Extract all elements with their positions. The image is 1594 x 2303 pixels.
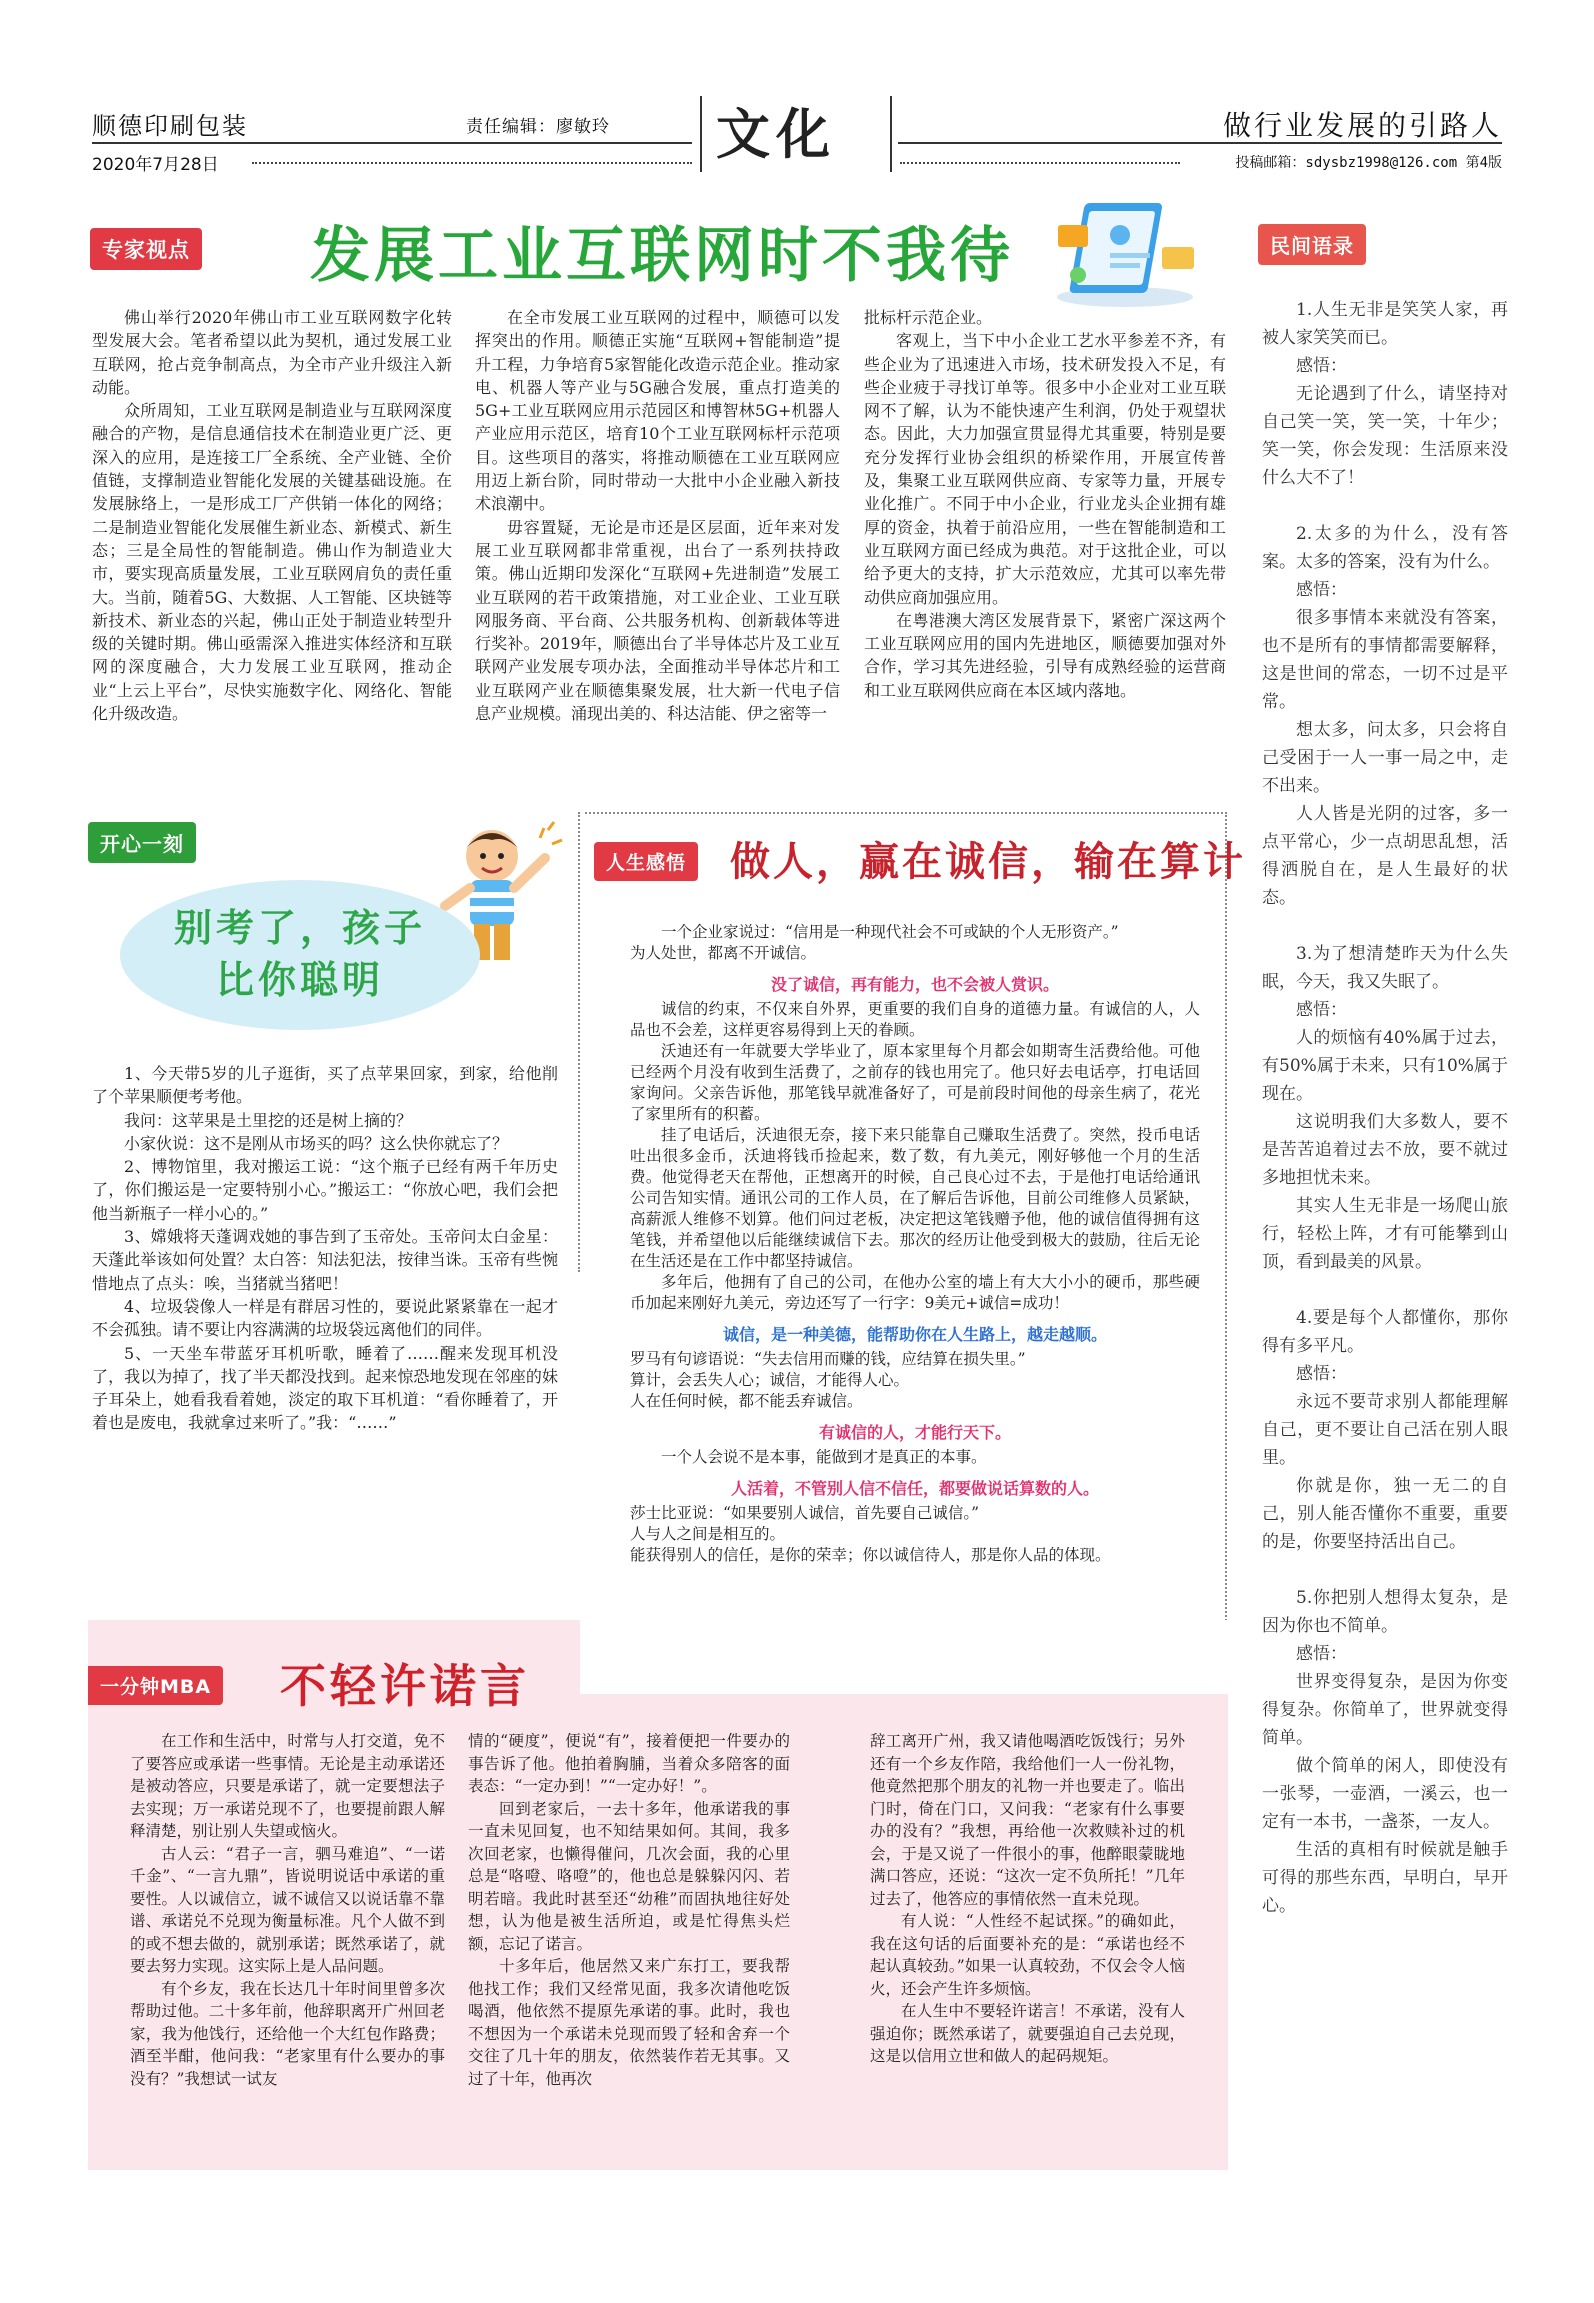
folk-item xyxy=(1262,520,1508,912)
folk-ganwu: 感悟： xyxy=(1296,580,1347,600)
folk-ganwu: 感悟： xyxy=(1296,1364,1347,1384)
happy-jokes xyxy=(92,1062,558,1435)
mba-para: 在人生中不要轻许诺言！不承诺，没有人强迫你；既然承诺了，就要强迫自己去兑现，这是以信用立世和做人的起码规矩。 xyxy=(870,2002,1185,2065)
folk-answer: 想太多，问太多，只会将自己受困于一人一事一局之中，走不出来。 xyxy=(1262,720,1508,796)
folk-tag: 民间语录 xyxy=(1258,224,1366,265)
life-subhead: 没了诚信，再有能力，也不会被人赏识。 xyxy=(770,975,1059,994)
life-tag: 人生感悟 xyxy=(594,842,698,881)
mba-para: 回到老家后，一去十多年，他承诺我的事一直未见回复，也不知结果如何。其间，我多次回老家，也懒得催问，几次会面，我的心里总是“咯噔、咯噔”的，他也总是躲躲闪闪、若明若暗。我此时甚至还“幼稚”而固执地往好处想，认为他是被生活所迫，或是忙得焦头烂额，忘记了诺言。 xyxy=(468,1799,790,1953)
mba-title: 不轻许诺言 xyxy=(280,1659,530,1713)
folk-item xyxy=(1262,940,1508,1276)
header-dots-right xyxy=(900,162,1180,164)
internet-illustration xyxy=(1050,185,1200,310)
happy-title-line: 比你聪明 xyxy=(215,958,384,1002)
expert-para: 批标杆示范企业。 xyxy=(864,308,993,327)
expert-para: 佛山举行2020年佛山市工业互联网数字化转型发展大会。笔者希望以此为契机，通过发展工业互联网，抢占竞争制高点，为全市产业升级注入新动能。 xyxy=(92,308,452,397)
life-para: 莎士比亚说：“如果要别人诚信，首先要自己诚信。” xyxy=(630,1504,980,1522)
folk-quote: 2.太多的为什么，没有答案。太多的答案，没有为什么。 xyxy=(1262,524,1508,572)
header-dots-left xyxy=(252,162,692,164)
folk-answer: 做个简单的闲人，即使没有一张琴，一壶酒，一溪云，也一定有一本书，一盏茶，一友人。 xyxy=(1262,1756,1508,1832)
section-bracket-left xyxy=(700,96,702,172)
mba-col-1 xyxy=(130,1730,445,2090)
folk-list xyxy=(1262,296,1508,1920)
folk-answer: 人的烦恼有40%属于过去，有50%属于未来，只有10%属于现在。 xyxy=(1262,1028,1508,1104)
life-para: 一个人会说不是本事，能做到才是真正的本事。 xyxy=(661,1448,987,1466)
life-para: 一个企业家说过：“信用是一种现代社会不可或缺的个人无形资产。” xyxy=(661,923,1119,941)
folk-answer: 无论遇到了什么，请坚持对自己笑一笑，笑一笑，十年少；笑一笑，你会发现：生活原来没什么大不了！ xyxy=(1262,384,1508,488)
life-title: 做人，赢在诚信，输在算计 xyxy=(730,839,1246,885)
folk-answer: 这说明我们大多数人，要不是苦苦追着过去不放，要不就过多地担忧未来。 xyxy=(1262,1112,1508,1188)
mba-header-cover xyxy=(580,1620,1228,1694)
life-para: 挂了电话后，沃迪很无奈，接下来只能靠自己赚取生活费了。突然，投币电话吐出很多金币，沃迪将钱币捡起来，数了数，有九美元，刚好够他一个月的生活费。他觉得老天在帮他，正想离开的时候，自己良心过不去，于是他打电话给通讯公司告知实情。通讯公司的工作人员，在了解后告诉他，目前公司维修人员紧缺，高薪派人维修不划算。他们问过老板，决定把这笔钱赠予他，他的诚信值得拥有这笔钱，并希望他以后能继续诚信下去。那次的经历让他受到极大的鼓励，往后无论在生活还是在工作中都坚持诚信。 xyxy=(630,1126,1200,1270)
folk-ganwu: 感悟： xyxy=(1296,356,1347,376)
life-para: 人与人之间是相互的。 xyxy=(630,1525,786,1543)
life-para: 诚信的约束，不仅来自外界，更重要的我们自身的道德力量。有诚信的人，人品也不会差，这样更容易得到上天的眷顾。 xyxy=(630,1000,1200,1039)
issue-date: 2020年7月28日 xyxy=(92,155,219,175)
mba-para: 十多年后，他居然又来广东打工，要我帮他找工作；我们又经常见面，我多次请他吃饭喝酒，他依然不提原先承诺的事。此时，我也不想因为一个承诺未兑现而毁了轻和舍弃一个交往了几十年的朋友，依然装作若无其事。又过了十年，他再次 xyxy=(468,1957,790,2088)
folk-quote: 1.人生无非是笑笑人家，再被人家笑笑而已。 xyxy=(1262,300,1508,348)
life-para: 多年后，他拥有了自己的公司，在他办公室的墙上有大大小小的硬币，那些硬币加起来刚好九美元，旁边还写了一行字：9美元+诚信=成功！ xyxy=(630,1273,1200,1312)
slogan: 做行业发展的引路人 xyxy=(1222,109,1502,142)
mba-para: 有人说：“人性经不起试探。”的确如此，我在这句话的后面要补充的是：“承诺也经不起认真较劲。”如果一认真较劲，不仅会令人恼火，还会产生许多烦恼。 xyxy=(870,1912,1185,1998)
folk-quote: 3.为了想清楚昨天为什么失眠，今天，我又失眠了。 xyxy=(1262,944,1508,992)
folk-item xyxy=(1262,1584,1508,1920)
life-para: 人在任何时候，都不能丢弃诚信。 xyxy=(630,1392,863,1410)
expert-para: 在全市发展工业互联网的过程中，顺德可以发挥突出的作用。顺德正实施“互联网+智能制造”提升工程，力争培育5家智能化改造示范企业。推动家电、机器人等产业与5G融合发展，重点打造美的5G+工业互联网应用示范园区和博智林5G+机器人产业应用示范区，培育10个工业互联网标杆示范项目。这些项目的落实，将推动顺德在工业互联网应用迈上新台阶，同时带动一大批中小企业融入新技术浪潮中。 xyxy=(475,308,840,514)
expert-para: 在粤港澳大湾区发展背景下，紧密广深这两个工业互联网应用的国内先进地区，顺德要加强对外合作，学习其先进经验，引导有成熟经验的运营商和工业互联网供应商在本区域内落地。 xyxy=(864,610,1226,700)
folk-answer: 其实人生无非是一场爬山旅行，轻松上阵，才有可能攀到山顶，看到最美的风景。 xyxy=(1262,1196,1508,1272)
life-para: 算计，会丢失人心；诚信，才能得人心。 xyxy=(630,1371,910,1389)
life-para: 沃迪还有一年就要大学毕业了，原本家里每个月都会如期寄生活费给他。可他已经两个月没有收到生活费了，之前存的钱也用完了。他只好去电话亭，打电话回家询问。父亲告诉他，那笔钱早就准备好了，可是前段时间他的母亲生病了，花光了家里所有的积蓄。 xyxy=(630,1042,1200,1123)
expert-col-1 xyxy=(92,306,452,725)
folk-quote: 4.要是每个人都懂你，那你得有多平凡。 xyxy=(1262,1308,1508,1356)
folk-answer: 生活的真相有时候就是触手可得的那些东西，早明白，早开心。 xyxy=(1262,1840,1508,1916)
folk-answer: 你就是你，独一无二的自己，别人能否懂你不重要，重要的是，你要坚持活出自己。 xyxy=(1262,1476,1508,1552)
joke-para: 5、一天坐车带蓝牙耳机听歌，睡着了……醒来发现耳机没了，我以为掉了，找了半天都没找到。起来惊恐地发现在邻座的妹子耳朵上，她看我看着她，淡定的取下耳机道：“看你睡着了，开着也是废电，我就拿过来听了。”我：“……” xyxy=(92,1343,558,1433)
life-subhead: 人活着，不管别人信不信任，都要做说话算数的人。 xyxy=(730,1479,1099,1498)
folk-answer: 世界变得复杂，是因为你变得复杂。你简单了，世界就变得简单。 xyxy=(1262,1672,1508,1748)
header-line-left xyxy=(92,142,692,144)
folk-answer: 永远不要苛求别人都能理解自己，更不要让自己活在别人眼里。 xyxy=(1262,1392,1508,1468)
mba-para: 在工作和生活中，时常与人打交道，免不了要答应或承诺一些事情。无论是主动承诺还是被动答应，只要是承诺了，就一定要想法子去实现；万一承诺兑现不了，也要提前跟人解释清楚，别让别人失望或恼火。 xyxy=(130,1732,445,1840)
expert-para: 毋容置疑，无论是市还是区层面，近年来对发展工业互联网都非常重视，出台了一系列扶持政策。佛山近期印发深化“互联网+先进制造”发展工业互联网的若干政策措施，对工业企业、工业互联网服务商、平台商、公共服务机构、创新载体等进行奖补。2019年，顺德出台了半导体芯片及工业互联网产业发展专项办法，全面推动半导体芯片和工业互联网产业在顺德集聚发展，壮大新一代电子信息产业规模。涌现出美的、科达洁能、伊之密等一 xyxy=(475,517,840,724)
life-para: 能获得别人的信任，是你的荣幸；你以诚信待人，那是你人品的体现。 xyxy=(630,1546,1111,1564)
expert-col-3 xyxy=(864,306,1226,702)
life-para: 罗马有句谚语说：“失去信用而赚的钱，应结算在损失里。” xyxy=(630,1350,1026,1368)
header-line-right xyxy=(898,142,1502,144)
joke-para: 1、今天带5岁的儿子逛街，买了点苹果回家，到家，给他削了个苹果顺便考考他。 xyxy=(92,1064,558,1107)
folk-ganwu: 感悟： xyxy=(1296,1000,1347,1020)
contact-email: 投稿邮箱：sdysbz1998@126.com 第4版 xyxy=(1235,155,1502,171)
section-title: 文化 xyxy=(716,102,836,166)
joke-para: 2、博物馆里，我对搬运工说：“这个瓶子已经有两千年历史了，你们搬运是一定要特别小心。”搬运工：“你放心吧，我们会把他当新瓶子一样小心的。” xyxy=(92,1157,558,1223)
mba-tag: 一分钟MBA xyxy=(88,1666,223,1705)
folk-quote: 5.你把别人想得太复杂，是因为你也不简单。 xyxy=(1262,1588,1508,1636)
folk-ganwu: 感悟： xyxy=(1296,1644,1347,1664)
joke-para: 4、垃圾袋像人一样是有群居习性的，要说此紧紧靠在一起才不会孤独。请不要让内容满满的垃圾袋远离他们的同伴。 xyxy=(92,1296,558,1340)
expert-para: 客观上，当下中小企业工艺水平参差不齐，有些企业为了迅速进入市场，技术研发投入不足，有些企业疲于寻找订单等。很多中小企业对工业互联网不了解，认为不能快速产生利润，仍处于观望状态。因此，大力加强宣贯显得尤其重要，特别是要充分发挥行业协会组织的桥梁作用，开展宣传普及，集聚工业互联网供应商、专家等力量，开展专业化推广。不同于中小企业，行业龙头企业拥有雄厚的资金，执着于前沿应用，一些在智能制造和工业互联网方面已经成为典范。对于这批企业，可以给予更大的支持，扩大示范效应，尤其可以率先带动供应商加强应用。 xyxy=(864,331,1226,607)
happy-tag: 开心一刻 xyxy=(88,822,196,863)
mba-para: 情的“硬度”，便说“有”，接着便把一件要办的事告诉了他。他拍着胸脯，当着众多陪客的面表态：“一定办到！”“一定办好！”。 xyxy=(468,1732,790,1795)
mba-para: 有个乡友，我在长达几十年时间里曾多次帮助过他。二十多年前，他辞职离开广州回老家，我为他饯行，还给他一个大红包作路费；酒至半酣，他问我：“老家里有什么要办的事没有？”我想试一试友 xyxy=(130,1979,445,2088)
folk-answer: 人人皆是光阴的过客，多一点平常心，少一点胡思乱想，活得洒脱自在，是人生最好的状态。 xyxy=(1262,804,1508,908)
life-subhead: 有诚信的人，才能行天下。 xyxy=(818,1423,1011,1442)
mba-col-2 xyxy=(468,1730,790,2090)
mba-col-3 xyxy=(870,1730,1185,2068)
joke-para: 我问：这苹果是土里挖的还是树上摘的？ xyxy=(124,1110,413,1130)
life-para: 为人处世，都离不开诚信。 xyxy=(630,944,817,962)
expert-col-2 xyxy=(475,306,840,725)
divider-happy-life xyxy=(578,812,580,1272)
happy-title-line: 别考了，孩子 xyxy=(173,906,426,950)
happy-title xyxy=(120,902,480,1006)
joke-para: 3、嫦娥将天蓬调戏她的事告到了玉帝处。玉帝问太白金星：天蓬此举该如何处置？太白答：知法犯法，按律当诛。玉帝有些惋惜地点了点头：唉，当猪就当猪吧！ xyxy=(92,1227,558,1293)
folk-item xyxy=(1262,296,1508,492)
folk-answer: 很多事情本来就没有答案，也不是所有的事情都需要解释，这是世间的常态，一切不过是平常。 xyxy=(1262,608,1508,712)
expert-para: 众所周知，工业互联网是制造业与互联网深度融合的产物，是信息通信技术在制造业更广泛、更深入的应用，是连接工厂全系统、全产业链、全价值链，支撑制造业智能化发展的关键基础设施。在发展脉络上，一是形成工厂产供销一体化的网络；二是制造业智能化发展催生新业态、新模式、新生态；三是全局性的智能制造。佛山作为制造业大市，要实现高质量发展，工业互联网肩负的责任重大。当前，随着5G、大数据、人工智能、区块链等新技术、新业态的兴起，佛山正处于制造业转型升级的关键时期。佛山亟需深入推进实体经济和互联网的深度融合，大力发展工业互联网，推动企业“上云上平台”，尽快实施数字化、网络化、智能化升级改造。 xyxy=(92,401,452,724)
folk-item xyxy=(1262,1304,1508,1556)
expert-tag: 专家视点 xyxy=(90,228,202,270)
expert-title: 发展工业互联网时不我待 xyxy=(310,221,1014,291)
life-subhead: 诚信，是一种美德，能帮助你在人生路上，越走越顺。 xyxy=(722,1325,1107,1344)
paper-name: 顺德印刷包装 xyxy=(92,112,248,140)
section-bracket-right xyxy=(890,96,892,172)
life-body xyxy=(630,922,1200,1566)
mba-para: 辞工离开广州，我又请他喝酒吃饭饯行；另外还有一个乡友作陪，我给他们一人一份礼物，他竟然把那个朋友的礼物一并也要走了。临出门时，倚在门口，又问我：“老家有什么事要办的没有？”我想，再给他一次救赎补过的机会，于是又说了一件很小的事，他醉眼蒙眬地满口答应，还说：“这次一定不负所托！”几年过去了，他答应的事情依然一直未兑现。 xyxy=(870,1732,1185,1908)
mba-para: 古人云：“君子一言，驷马难追”、“一诺千金”、“一言九鼎”，皆说明说话中承诺的重要性。人以诚信立，诚不诚信又以说话靠不靠谱、承诺兑不兑现为衡量标准。凡个人做不到的或不想去做的，就别承诺；既然承诺了，就要去努力实现。这实际上是人品问题。 xyxy=(130,1844,445,1975)
editor-credit: 责任编辑：廖敏玲 xyxy=(466,117,610,137)
joke-para: 小家伙说：这不是刚从市场买的吗？这么快你就忘了？ xyxy=(124,1133,509,1153)
